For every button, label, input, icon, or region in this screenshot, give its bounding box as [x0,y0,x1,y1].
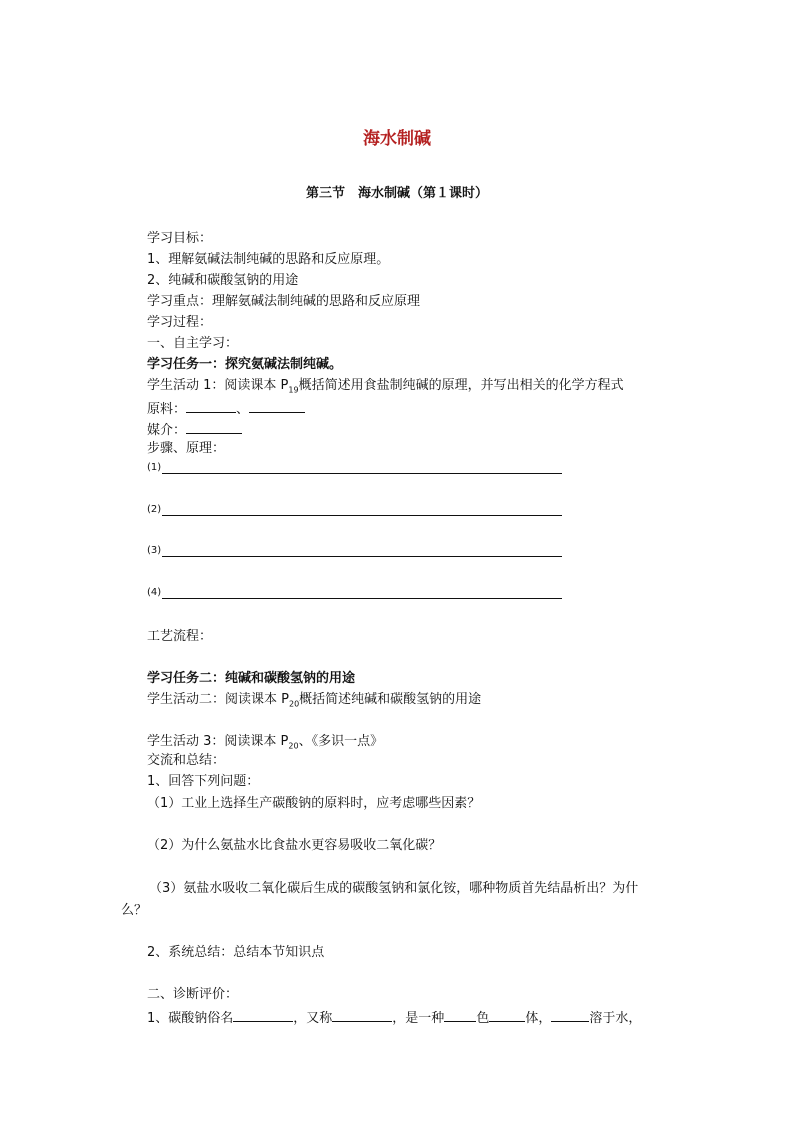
system-summary: 2、系统总结：总结本节知识点 [147,945,325,960]
diag-1-text-b: ，又称 [293,1011,333,1026]
question-1: （1）工业上选择生产碳酸钠的原料时，应考虑哪些因素？ [147,796,481,811]
question-3: （3）氨盐水吸收二氧化碳后生成的碳酸氢钠和氯化铵，哪种物质首先结晶析出？为什 [149,881,639,896]
activity-3-page: 20 [288,741,299,751]
raw-material-blank-2[interactable] [249,399,305,413]
raw-material-blank-1[interactable] [186,399,236,413]
step-1-row [147,461,161,475]
activity-2-text-end: 概括简述纯碱和碳酸氢钠的用途 [299,692,482,707]
diag-1-text-d: 色 [476,1011,490,1026]
document-title: 海水制碱 [363,129,431,149]
medium-blank[interactable] [186,420,242,434]
activity-1 [147,378,624,399]
diag-1-blank-2[interactable] [332,1008,392,1022]
goals-heading: 学习目标： [147,231,213,246]
diag-1-text-e: 体， [525,1011,552,1026]
step-3-number: (3) [147,545,162,556]
activity-1-text-end: 概括简述用食盐制纯碱的原理，并写出相关的化学方程式 [298,378,624,393]
step-3-answer-line[interactable] [162,556,562,557]
activity-1-text: 学生活动 1：阅读课本 P [147,378,289,393]
step-4-row [147,586,161,600]
activity-3-text: 学生活动 3：阅读课本 P [147,734,289,749]
task-1-heading: 学习任务一：探究氨碱法制纯碱。 [147,357,343,372]
diag-1-blank-1[interactable] [233,1008,293,1022]
medium-row [147,420,242,439]
question-3-continued: 么？ [121,903,148,918]
question-2: （2）为什么氨盐水比食盐水更容易吸收二氧化碳？ [147,838,442,853]
process-heading: 学习过程： [147,315,213,330]
diag-1-blank-4[interactable] [489,1008,525,1022]
task-2-heading: 学习任务二：纯碱和碳酸氢钠的用途 [147,671,356,686]
activity-2-page: 20 [288,699,300,709]
process-flow-label: 工艺流程： [147,629,213,644]
activity-2-text: 学生活动二：阅读课本 P [147,692,289,707]
step-1-answer-line[interactable] [162,473,562,474]
diag-1-blank-3[interactable] [444,1008,476,1022]
diagnosis-question-1 [147,1008,641,1027]
step-2-answer-line[interactable] [162,515,562,516]
steps-label: 步骤、原理： [147,441,226,456]
diag-1-text-c: ，是一种 [392,1011,445,1026]
raw-materials-label: 原料： [147,402,187,417]
step-4-answer-line[interactable] [162,598,562,599]
step-1-number: (1) [147,462,162,473]
goal-2: 2、纯碱和碳酸氢钠的用途 [147,273,299,288]
self-study-heading: 一、自主学习： [147,336,239,351]
step-2-row [147,503,161,517]
key-point: 学习重点：理解氨碱法制纯碱的思路和反应原理 [147,294,421,309]
activity-1-page: 19 [288,385,299,395]
diag-1-blank-5[interactable] [551,1008,589,1022]
activity-2 [147,692,481,713]
raw-materials-separator: 、 [236,402,250,417]
section-subtitle: 第三节 海水制碱（第１课时） [305,186,488,201]
step-2-number: (2) [147,504,162,515]
answer-questions: 1、回答下列问题： [147,774,260,789]
raw-materials-row [147,399,305,418]
goal-1: 1、理解氨碱法制纯碱的思路和反应原理。 [147,252,390,267]
medium-label: 媒介： [147,423,187,438]
activity-3-text-end: 、《多识一点》 [298,734,384,749]
activity-3 [147,734,383,755]
exchange-heading: 交流和总结： [147,753,226,768]
diagnosis-heading: 二、诊断评价： [147,987,239,1002]
step-4-number: (4) [147,587,162,598]
diag-1-text-f: 溶于水， [589,1011,642,1026]
step-3-row [147,544,161,558]
diag-1-text-a: 1、碳酸钠俗名 [147,1011,234,1026]
